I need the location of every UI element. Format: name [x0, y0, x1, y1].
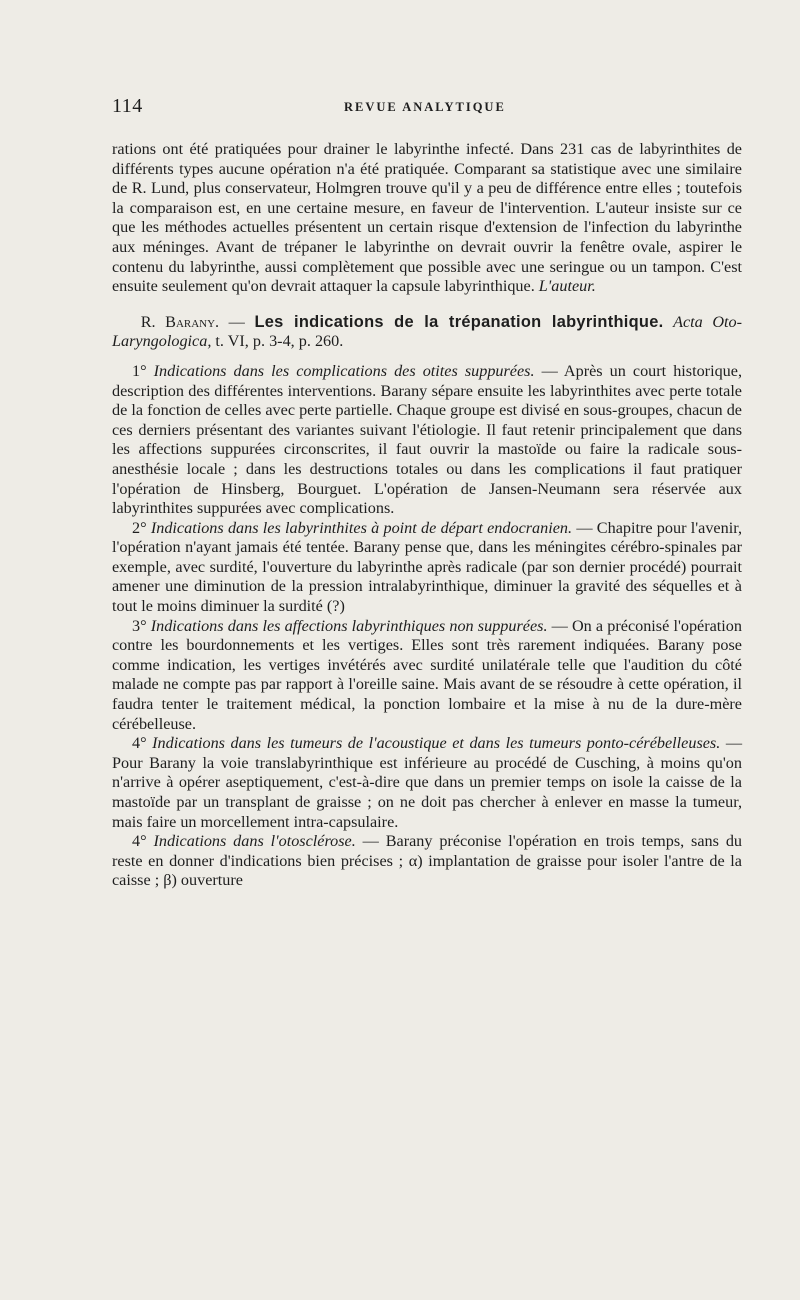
section-number: 1°: [132, 361, 147, 380]
section-text: — Pour Barany la voie translabyrinthique est inférieure au procédé de Cusching, à moins qu'on n'arrive à opérer aseptiquement, c'est-à-dire que dans un premier temps on isole la caisse de la mastoïde par un transplant de graisse ; on ne doit pas chercher à enlever en masse la tumeur, mais faire un morcellement intra-capsulaire.: [112, 734, 743, 831]
section-2: [112, 519, 742, 617]
section-heading: Indications dans l'otosclérose.: [153, 832, 356, 851]
intro-text: rations ont été pratiquées pour drainer le labyrinthe infecté. Dans 231 cas de labyrinthites de différents types aucune opération n'a été pratiquée. Comparant sa statistique avec une similaire de R. Lund, plus conservateur, Holmgren trouve qu'il y a peu de différence entre elles ; toutefois la comparaison est, en une certaine mesure, en faveur de l'intervention. L'auteur insiste sur ce que les méthodes actuelles présentent un certain risque d'extension de l'infection du labyrinthe aux méninges. Avant de trépaner le labyrinthe on devrait ouvrir la fenêtre ovale, aspirer le contenu du labyrinthe, aussi complètement que possible avec une seringue ou un tampon. C'est ensuite seulement qu'on devrait attaquer la capsule labyrinthique.: [112, 140, 742, 296]
section-number: 4°: [132, 734, 147, 753]
section-number: 3°: [132, 616, 147, 635]
running-head: REVUE ANALYTIQUE: [344, 100, 506, 114]
section-text: — Barany préconise l'opération en trois temps, sans du reste en donner d'indications bien précises ; α) implantation de graisse pour isoler l'antre de la caisse ; β) ouverture: [112, 832, 743, 890]
section-heading: Indications dans les affections labyrinthiques non suppurées.: [150, 616, 548, 635]
section-number: 4°: [132, 832, 147, 851]
section-3: [112, 617, 742, 735]
section-text: — Après un court historique, description des différentes interventions. Barany sépare ensuite les labyrinthites avec perte totale de la fonction de celles avec perte partielle. Chaque groupe est divisé en sous-groupes, chacun de ces derniers présentant des variantes suivant l'étiologie. Il faut retenir principalement que dans les affections suppurées circonscrites, il faut ouvrir la mastoïde ou faire la radicale sous-anesthésie locale ; dans les destructions totales ou dans les complications il faut pratiquer l'opération de Hinsberg, Bourguet. L'opération de Jansen-Neumann sera réservée aux labyrinthites suppurées avec complications.: [112, 361, 742, 518]
section-1: [112, 362, 742, 519]
section-heading: Indications dans les tumeurs de l'acoustique et dans les tumeurs ponto-cérébelleuses.: [152, 734, 721, 753]
reference-journal: Acta Oto-Laryngologica,: [112, 312, 743, 351]
section-text: — Chapitre pour l'avenir, l'opération n'ayant jamais été tentée. Barany pense que, dans les méningites cérébro-spinales par exemple, avec surdité, l'ouverture du labyrinthe après radicale (par son dernier procédé) pourrait amener une diminution de la pression intralabyrinthique, diminuer la gravité des séquelles et à tout le moins diminuer la surdité (?): [112, 518, 742, 616]
section-5: [112, 832, 742, 891]
section-4: [112, 734, 742, 832]
reference-author: R. Barany.: [140, 312, 220, 331]
page-number: 114: [112, 95, 143, 117]
article-body: [112, 140, 742, 891]
section-heading: Indications dans les complications des otites suppurées.: [153, 361, 535, 380]
author-signature: L'auteur.: [538, 277, 596, 296]
intro-paragraph: [112, 140, 742, 297]
section-number: 2°: [132, 518, 147, 537]
reference-dash: —: [219, 312, 255, 331]
reference-entry: [112, 313, 742, 352]
reference-title: Les indications de la trépanation labyrinthique.: [254, 312, 664, 331]
page-header: [112, 95, 742, 117]
section-text: — On a préconisé l'opération contre les bourdonnements et les vertiges. Elles sont très rarement indiquées. Barany pose comme indication, les vertiges invétérés avec surdité unilatérale telle que l'audition du côté malade ne compte pas par rapport à l'oreille saine. Mais avant de se résoudre à cette opération, il faudra tenter le traitement médical, la ponction lombaire et la mise à nu de la dure-mère cérébelleuse.: [112, 616, 742, 733]
section-heading: Indications dans les labyrinthites à point de départ endocranien.: [150, 518, 573, 537]
reference-details: t. VI, p. 3-4, p. 260.: [211, 332, 344, 351]
